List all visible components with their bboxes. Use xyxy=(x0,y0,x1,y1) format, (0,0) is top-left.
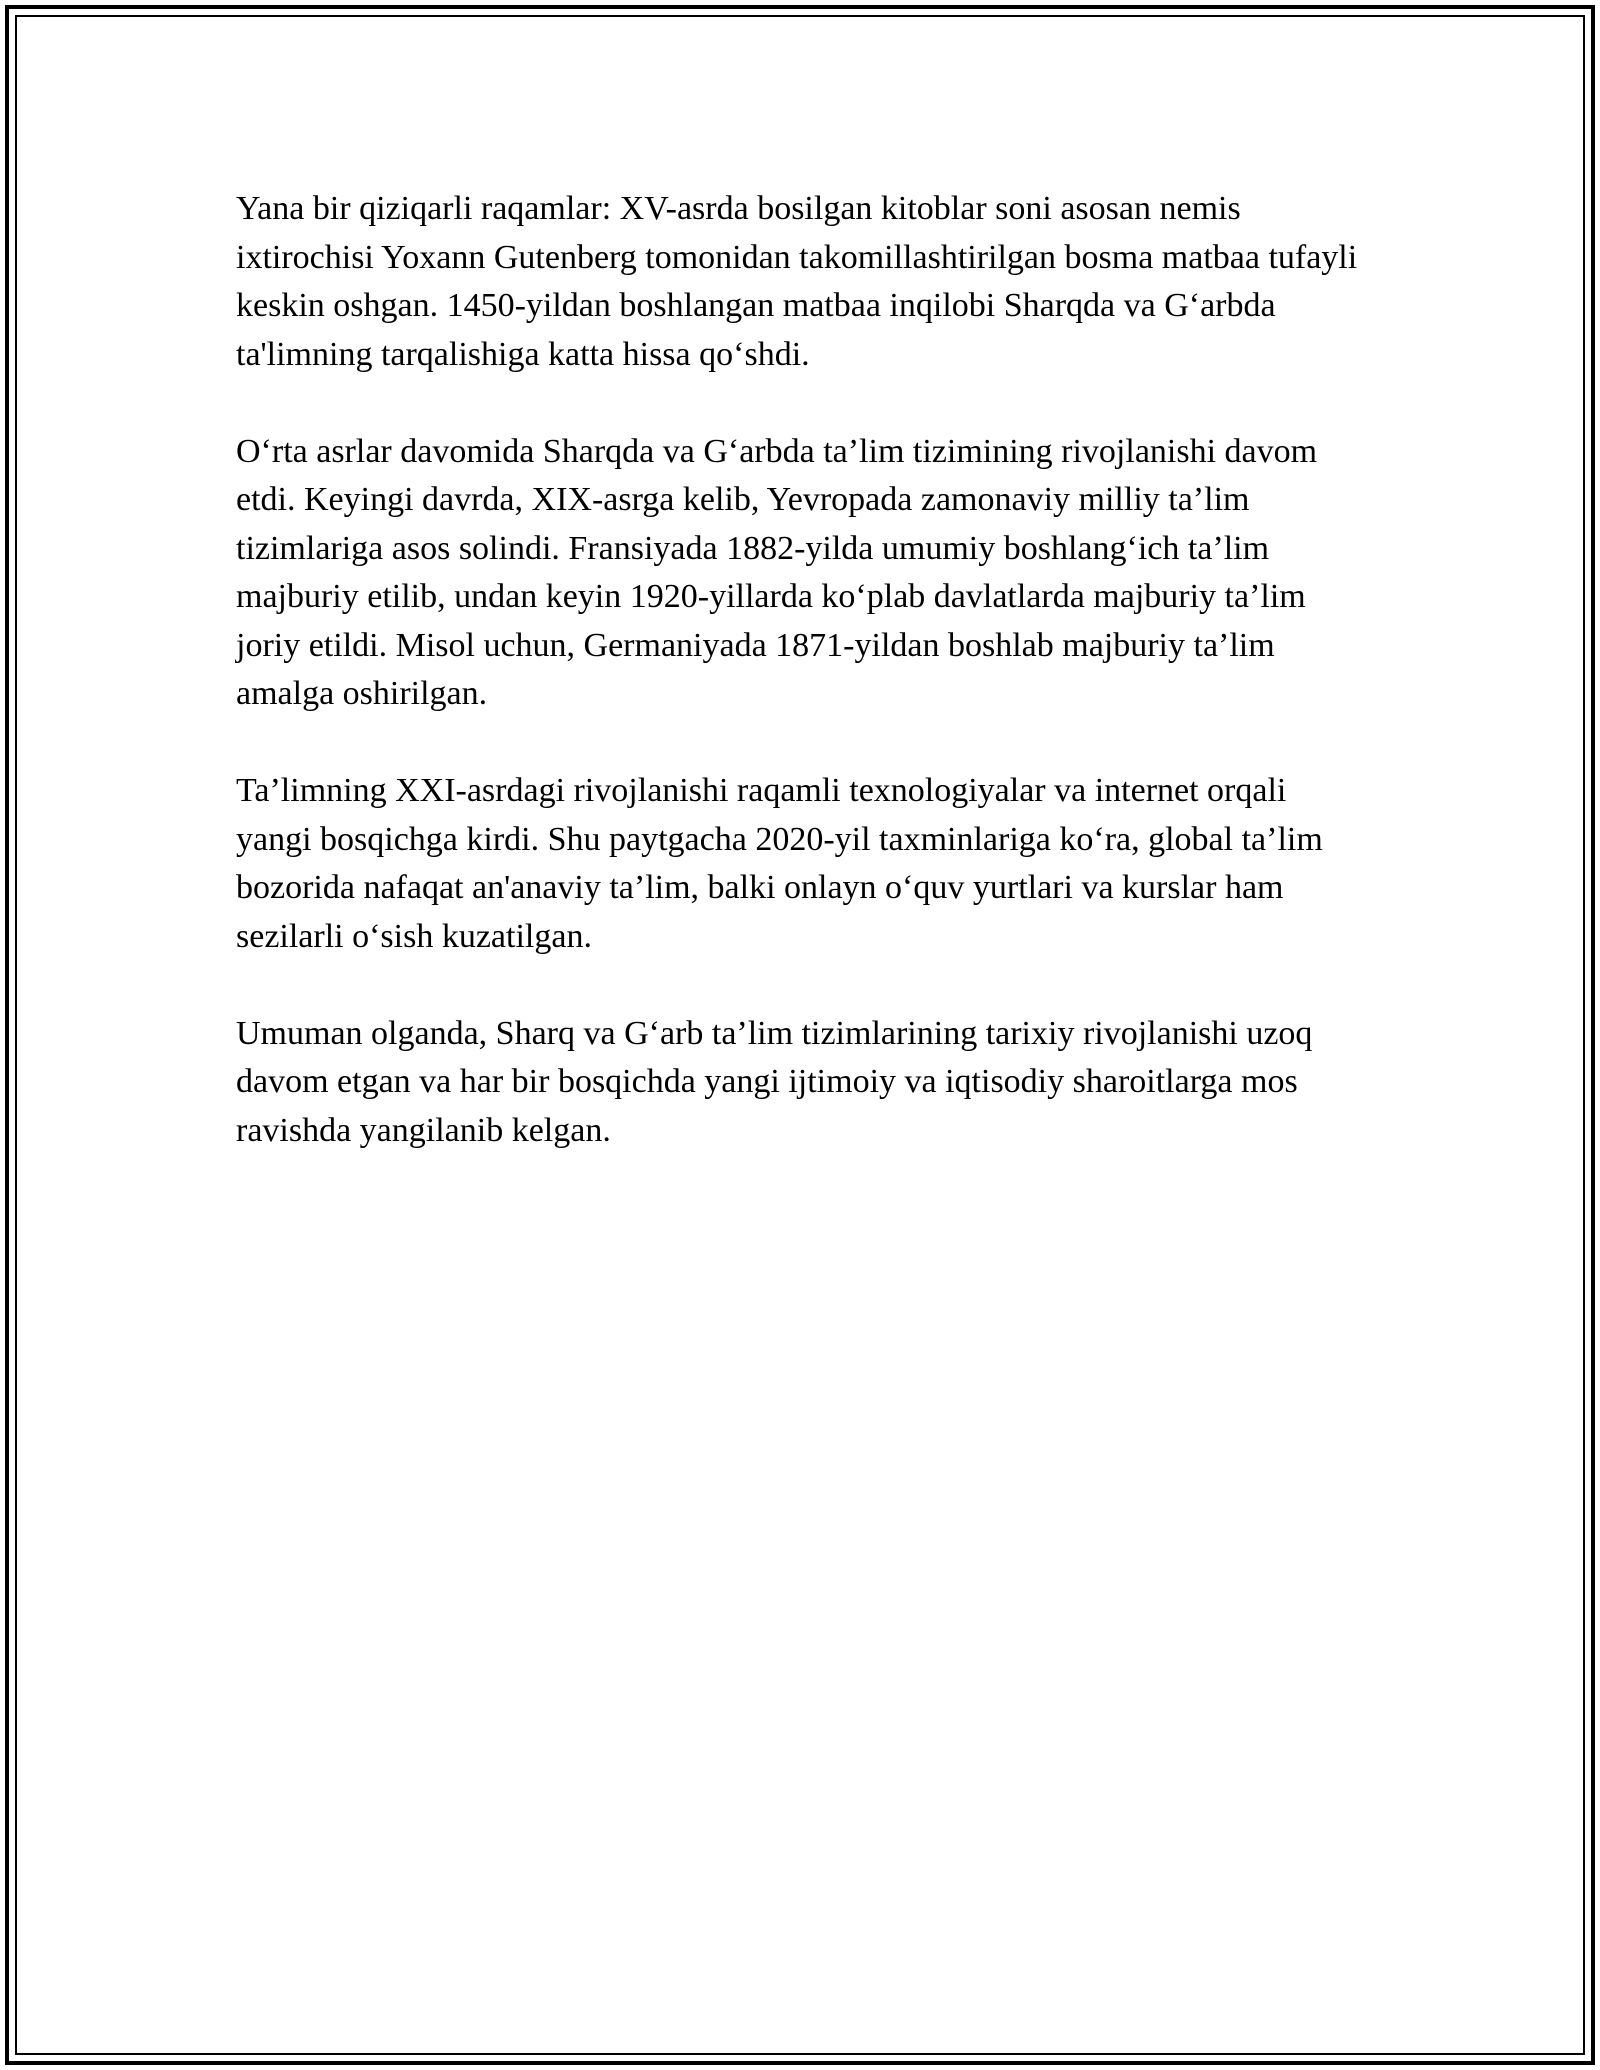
paragraph-conclusion: Umuman olganda, Sharq va G‘arb ta’lim tizimlarining tarixiy rivojlanishi uzoq davom etgan va har bir bosqichda yangi ijtimoiy va iqtisodiy sharoitlarga mos ravishda yangilanib kelgan. xyxy=(236,1014,1313,1149)
paragraph-middle-ages-education: O‘rta asrlar davomida Sharqda va G‘arbda ta’lim tizimining rivojlanishi davom etdi. Keyingi davrda, XIX-asrga kelib, Yevropada zamonaviy milliy ta’lim tizimlariga asos solindi. Fransiyada 1882-yilda umumiy boshlang‘ich ta’lim majburiy etilib, undan keyin 1920-yillarda ko‘plab davlatlarda majburiy ta’lim joriy etildi. Misol uchun, Germaniyada 1871-yildan boshlab majburiy ta’lim amalga oshirilgan. xyxy=(236,432,1318,712)
document-body xyxy=(236,185,1366,1204)
paragraph-21st-century-education: Ta’limning XXI-asrdagi rivojlanishi raqamli texnologiyalar va internet orqali yangi bosqichga kirdi. Shu paytgacha 2020-yil taxminlariga ko‘ra, global ta’lim bozorida nafaqat an'anaviy ta’lim, balki onlayn o‘quv yurtlari va kurslar ham sezilarli o‘sish kuzatilgan. xyxy=(236,772,1323,955)
paragraph-printing-press: Yana bir qiziqarli raqamlar: XV-asrda bosilgan kitoblar soni asosan nemis ixtirochisi Yoxann Gutenberg tomonidan takomillashtirilgan bosma matbaa tufayli keskin oshgan. 1450-yildan boshlangan matbaa inqilobi Sharqda va G‘arbda ta'limning tarqalishiga katta hissa qo‘shdi. xyxy=(236,190,1358,373)
